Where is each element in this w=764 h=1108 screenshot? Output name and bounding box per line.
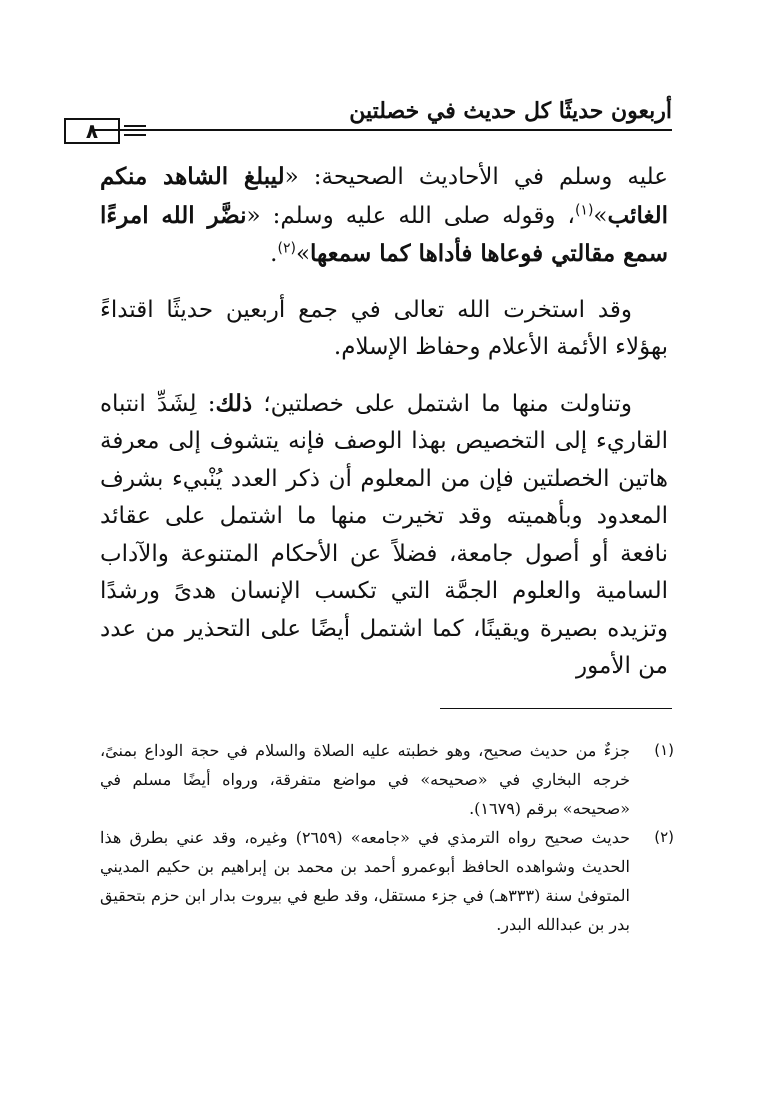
p1-text-d: »	[295, 241, 311, 267]
p1-text-a: عليه وسلم في الأحاديث الصحيحة: «	[284, 164, 668, 190]
hadith-quote-1: ليبلغ الشاهد منكم الغائب	[100, 163, 668, 229]
footnotes	[100, 736, 674, 939]
footnote-ref-1: (١)	[574, 201, 594, 218]
page-number: ٨	[64, 118, 120, 144]
p3-text-a: وتناولت منها ما اشتمل على خصلتين؛	[252, 390, 632, 417]
hadith-quote-2: نضَّر الله امرءًا سمع مقالتي فوعاها فأداها كما سمعها	[100, 201, 668, 267]
p3-keyword: ذلك	[215, 389, 253, 417]
running-header-title: أربعون حديثًا كل حديث في خصلتين	[349, 98, 672, 124]
paragraph-2: وقد استخرت الله تعالى في جمع أربعين حديثًا اقتداءً بهؤلاء الأئمة الأعلام وحفاظ الإسلام.	[100, 296, 668, 360]
p1-text-b: »	[593, 202, 608, 229]
folio-dash-lower	[124, 134, 146, 136]
footnote-ref-2: (٢)	[277, 240, 296, 257]
footnote-separator	[440, 708, 672, 709]
footnote-number: (٢)	[654, 828, 674, 846]
paragraph-1	[100, 158, 668, 274]
folio-dash-upper	[124, 125, 146, 127]
p3-text-b: : لِشَدِّ انتباه القاريء إلى التخصيص بهذا الوصف فإنه يتشوف إلى معرفة هاتين الخصلتين فإن من المعلوم أن ذكر العدد يُنْبيء بشرف المعدود وبأهميته وقد تخيرت منها ما اشتمل على عقائد نافعة أو أصول جامعة، فضلاً عن الأحكام المتنوعة والآداب السامية والعلوم الجمَّة التي تكسب الإنسان هدىً ورشدًا وتزيده بصيرة ويقينًا، كما اشتمل أيضًا على التحذير من عدد من الأمور	[100, 390, 668, 679]
footnote-text: حديث صحيح رواه الترمذي في «جامعه» (٢٦٥٩) وغيره، وقد عني بطرق هذا الحديث وشواهده الحافظ أبوعمرو أحمد بن محمد بن إبراهيم بن حكيم المديني المتوفىٰ سنة (٣٣٣هـ) في جزء مستقل، وقد طبع في بيروت بدار ابن حزم بتحقيق بدر بن عبدالله البدر.	[100, 828, 631, 934]
paragraph-3	[100, 385, 668, 686]
running-header	[92, 96, 672, 126]
footnote-number: (١)	[654, 741, 674, 759]
footnote-2	[100, 823, 674, 939]
footnote-1	[100, 736, 674, 823]
p1-text-c: ، وقوله صلى الله عليه وسلم: «	[246, 202, 575, 229]
footnote-text: جزءٌ من حديث صحيح، وهو خطبته عليه الصلاة والسلام في حجة الوداع بمنىً، خرجه البخاري في «صحيحه» في مواضع متفرقة، ورواه أيضًا مسلم في «صحيحه» برقم (١٦٧٩).	[100, 741, 630, 818]
main-text	[100, 158, 668, 686]
p1-text-e: .	[270, 241, 278, 267]
header-rule	[92, 129, 672, 131]
